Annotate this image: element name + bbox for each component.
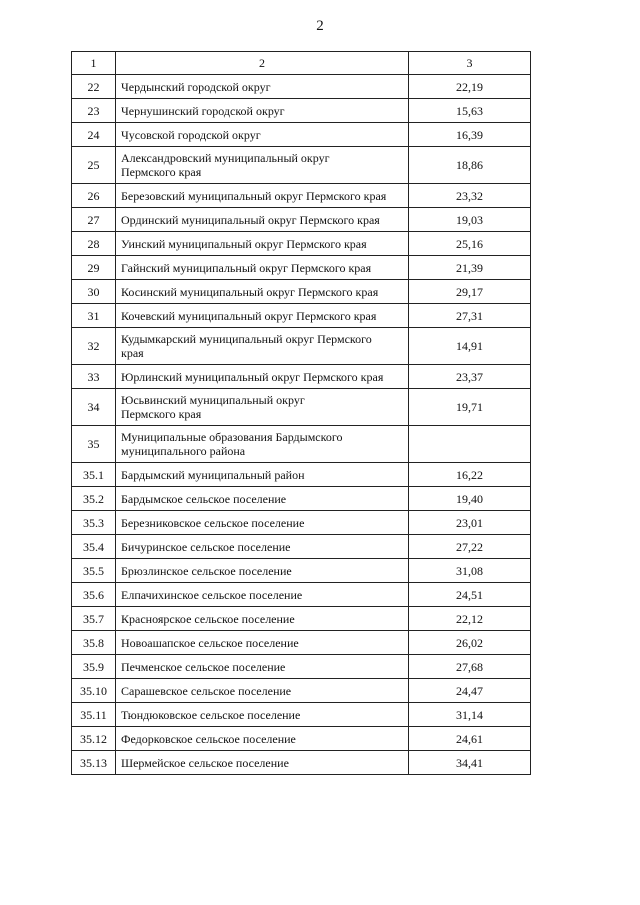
row-value: 29,17 — [409, 280, 531, 304]
row-name: Шермейское сельское поселение — [116, 751, 409, 775]
row-name: Новоашапское сельское поселение — [116, 631, 409, 655]
row-name: Брюзлинское сельское поселение — [116, 559, 409, 583]
row-number: 24 — [72, 123, 116, 147]
row-value: 22,12 — [409, 607, 531, 631]
row-value — [409, 426, 531, 463]
row-number: 35.2 — [72, 487, 116, 511]
row-number: 35.13 — [72, 751, 116, 775]
row-number: 35.9 — [72, 655, 116, 679]
table-row — [72, 389, 531, 426]
row-number: 31 — [72, 304, 116, 328]
row-name: Чусовской городской округ — [116, 123, 409, 147]
table-row — [72, 655, 531, 679]
table-row — [72, 426, 531, 463]
row-value: 18,86 — [409, 147, 531, 184]
table-row — [72, 184, 531, 208]
row-name: Красноярское сельское поселение — [116, 607, 409, 631]
table-row — [72, 751, 531, 775]
row-name: Березовский муниципальный округ Пермского края — [116, 184, 409, 208]
row-name: Кудымкарский муниципальный округ Пермского края — [116, 328, 409, 365]
row-value: 23,01 — [409, 511, 531, 535]
table-row — [72, 679, 531, 703]
row-value: 23,37 — [409, 365, 531, 389]
table-row — [72, 583, 531, 607]
row-name: Березниковское сельское поселение — [116, 511, 409, 535]
row-number: 25 — [72, 147, 116, 184]
row-value: 19,40 — [409, 487, 531, 511]
row-number: 35.8 — [72, 631, 116, 655]
row-value: 16,22 — [409, 463, 531, 487]
table-row — [72, 487, 531, 511]
row-name: Кочевский муниципальный округ Пермского края — [116, 304, 409, 328]
row-value: 15,63 — [409, 99, 531, 123]
row-name: Бичуринское сельское поселение — [116, 535, 409, 559]
data-table — [71, 51, 531, 775]
row-name: Чернушинский городской округ — [116, 99, 409, 123]
table-row — [72, 703, 531, 727]
page-number: 2 — [316, 18, 324, 34]
row-name: Гайнский муниципальный округ Пермского края — [116, 256, 409, 280]
row-number: 35.7 — [72, 607, 116, 631]
row-value: 31,08 — [409, 559, 531, 583]
table-row — [72, 208, 531, 232]
row-value: 19,71 — [409, 389, 531, 426]
row-number: 35.4 — [72, 535, 116, 559]
table-row — [72, 559, 531, 583]
row-number: 32 — [72, 328, 116, 365]
row-number: 27 — [72, 208, 116, 232]
row-value: 22,19 — [409, 75, 531, 99]
row-number: 35.6 — [72, 583, 116, 607]
table-row — [72, 256, 531, 280]
row-value: 14,91 — [409, 328, 531, 365]
row-number: 26 — [72, 184, 116, 208]
table-row — [72, 75, 531, 99]
row-value: 25,16 — [409, 232, 531, 256]
row-name: Сарашевское сельское поселение — [116, 679, 409, 703]
table-row — [72, 328, 531, 365]
table-row — [72, 147, 531, 184]
table-row — [72, 463, 531, 487]
row-name: Чердынский городской округ — [116, 75, 409, 99]
row-number: 35 — [72, 426, 116, 463]
row-value: 24,61 — [409, 727, 531, 751]
row-name: Бардымский муниципальный район — [116, 463, 409, 487]
row-number: 35.11 — [72, 703, 116, 727]
row-value: 27,22 — [409, 535, 531, 559]
table-body — [72, 52, 531, 775]
table-row — [72, 727, 531, 751]
table-row — [72, 304, 531, 328]
column-header-number: 1 — [72, 52, 116, 75]
row-name: Печменское сельское поселение — [116, 655, 409, 679]
row-value: 16,39 — [409, 123, 531, 147]
table-row — [72, 631, 531, 655]
row-number: 35.5 — [72, 559, 116, 583]
row-number: 22 — [72, 75, 116, 99]
row-name: Федорковское сельское поселение — [116, 727, 409, 751]
row-name: Александровский муниципальный округ Пермского края — [116, 147, 409, 184]
row-value: 34,41 — [409, 751, 531, 775]
row-value: 23,32 — [409, 184, 531, 208]
table-row — [72, 280, 531, 304]
row-number: 23 — [72, 99, 116, 123]
row-number: 30 — [72, 280, 116, 304]
row-name: Уинский муниципальный округ Пермского края — [116, 232, 409, 256]
table-row — [72, 99, 531, 123]
row-name: Тюндюковское сельское поселение — [116, 703, 409, 727]
table-header-row — [72, 52, 531, 75]
row-value: 27,31 — [409, 304, 531, 328]
row-value: 24,51 — [409, 583, 531, 607]
table-row — [72, 511, 531, 535]
row-name: Косинский муниципальный округ Пермского края — [116, 280, 409, 304]
column-header-value: 3 — [409, 52, 531, 75]
column-header-name: 2 — [116, 52, 409, 75]
row-value: 24,47 — [409, 679, 531, 703]
row-value: 27,68 — [409, 655, 531, 679]
row-number: 29 — [72, 256, 116, 280]
row-name: Ординский муниципальный округ Пермского края — [116, 208, 409, 232]
row-number: 34 — [72, 389, 116, 426]
row-number: 35.1 — [72, 463, 116, 487]
row-number: 28 — [72, 232, 116, 256]
row-name: Бардымское сельское поселение — [116, 487, 409, 511]
row-number: 35.12 — [72, 727, 116, 751]
row-name: Елпачихинское сельское поселение — [116, 583, 409, 607]
row-value: 31,14 — [409, 703, 531, 727]
table-row — [72, 535, 531, 559]
table-row — [72, 607, 531, 631]
row-name: Юрлинский муниципальный округ Пермского края — [116, 365, 409, 389]
row-name: Муниципальные образования Бардымского муниципального района — [116, 426, 409, 463]
row-number: 35.10 — [72, 679, 116, 703]
row-number: 33 — [72, 365, 116, 389]
row-name: Юсьвинский муниципальный округ Пермского края — [116, 389, 409, 426]
table-row — [72, 365, 531, 389]
row-number: 35.3 — [72, 511, 116, 535]
table-row — [72, 232, 531, 256]
row-value: 26,02 — [409, 631, 531, 655]
row-value: 21,39 — [409, 256, 531, 280]
row-value: 19,03 — [409, 208, 531, 232]
table-row — [72, 123, 531, 147]
